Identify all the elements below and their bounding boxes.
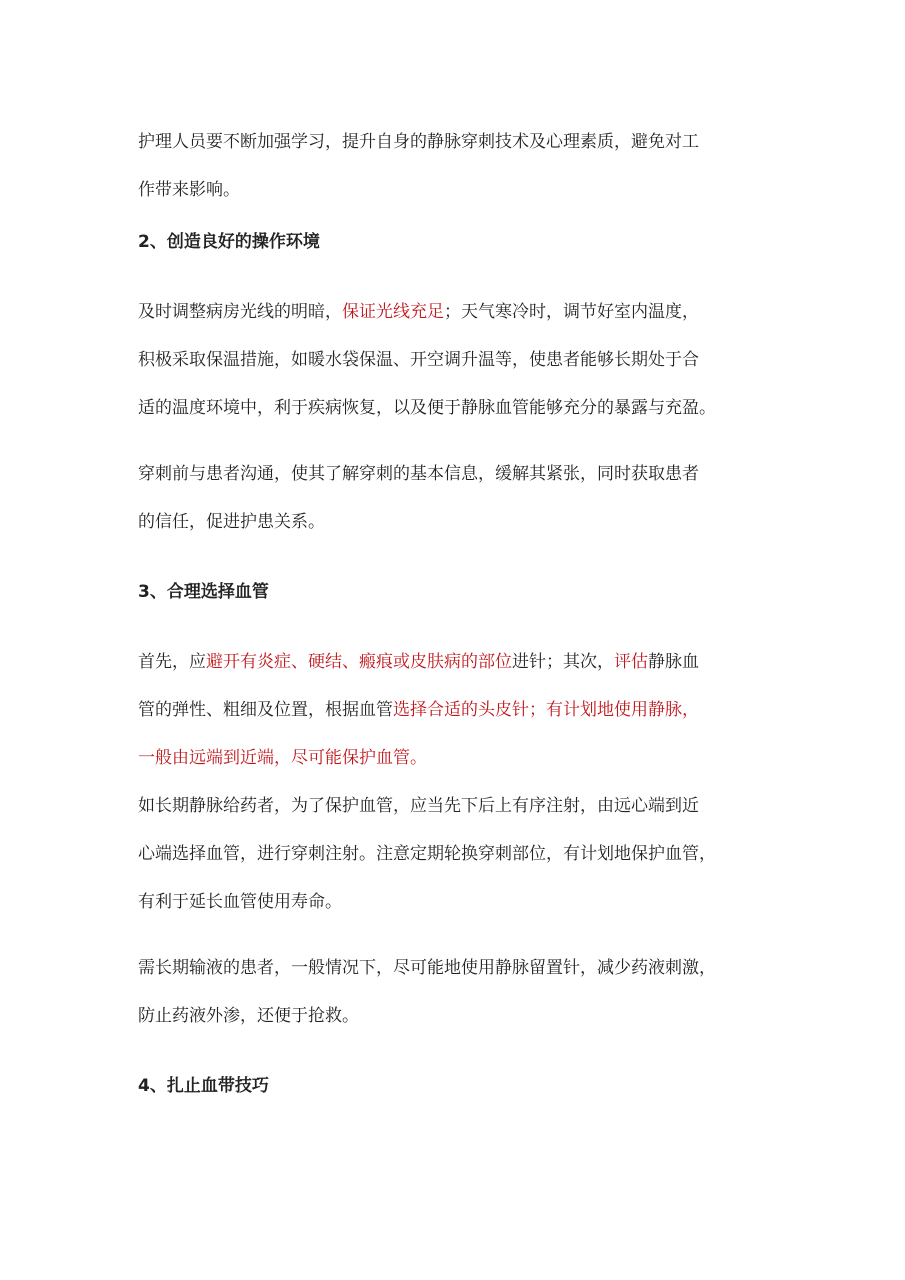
text-line: 作带来影响。: [138, 180, 240, 200]
section-heading-2: 2、创造良好的操作环境: [138, 232, 320, 252]
text-line: 护理人员要不断加强学习，提升自身的静脉穿刺技术及心理素质，避免对工: [138, 132, 699, 152]
text-line: 需长期输液的患者，一般情况下，尽可能地使用静脉留置针，减少药液刺激，: [138, 958, 716, 978]
article-body: [138, 118, 798, 1110]
text-line: [138, 638, 798, 686]
text-line: 如长期静脉给药者，为了保护血管，应当先下后上有序注射，由远心端到近: [138, 796, 699, 816]
text-line: 的信任，促进护患关系。: [138, 512, 325, 532]
section-heading-3: 3、合理选择血管: [138, 582, 269, 602]
text-segment: 管的弹性、粗细及位置，根据血管: [138, 700, 393, 720]
section-heading-4: 4、扎止血带技巧: [138, 1076, 269, 1096]
highlight-text: 评估: [614, 652, 648, 672]
paragraph-nurse-training: [138, 118, 798, 214]
text-line: 适的温度环境中，利于疾病恢复，以及便于静脉血管能够充分的暴露与充盈。: [138, 398, 716, 418]
text-segment: 静脉血: [648, 652, 699, 672]
text-segment: 进针；其次，: [512, 652, 614, 672]
paragraph-environment: [138, 288, 798, 432]
highlight-text: 保证光线充足: [342, 302, 444, 322]
text-line: 积极采取保温措施，如暖水袋保温、开空调升温等，使患者能够长期处于合: [138, 350, 699, 370]
paragraph-vessel-selection: [138, 638, 798, 782]
text-line: 穿刺前与患者沟通，使其了解穿刺的基本信息，缓解其紧张，同时获取患者: [138, 464, 699, 484]
highlight-text: 选择合适的头皮针；: [393, 700, 546, 720]
text-segment: 及时调整病房光线的明暗，: [138, 302, 342, 322]
text-segment: ；天气寒冷时，调节好室内温度，: [444, 302, 699, 322]
paragraph-communication: [138, 450, 798, 546]
highlight-line: 一般由远端到近端，尽可能保护血管。: [138, 748, 427, 768]
highlight-text: 有计划地使用静脉，: [546, 700, 699, 720]
text-line: 防止药液外渗，还便于抢救。: [138, 1006, 359, 1026]
highlight-text: 避开有炎症、硬结、瘢痕或皮肤病的部位: [206, 652, 512, 672]
text-line: [138, 288, 798, 336]
text-line: 心端选择血管，进行穿刺注射。注意定期轮换穿刺部位，有计划地保护血管，: [138, 844, 716, 864]
text-line: 有利于延长血管使用寿命。: [138, 892, 342, 912]
text-segment: 首先，应: [138, 652, 206, 672]
paragraph-indwelling-needle: [138, 944, 798, 1040]
text-line: [138, 686, 798, 734]
paragraph-long-term-injection: [138, 782, 798, 926]
